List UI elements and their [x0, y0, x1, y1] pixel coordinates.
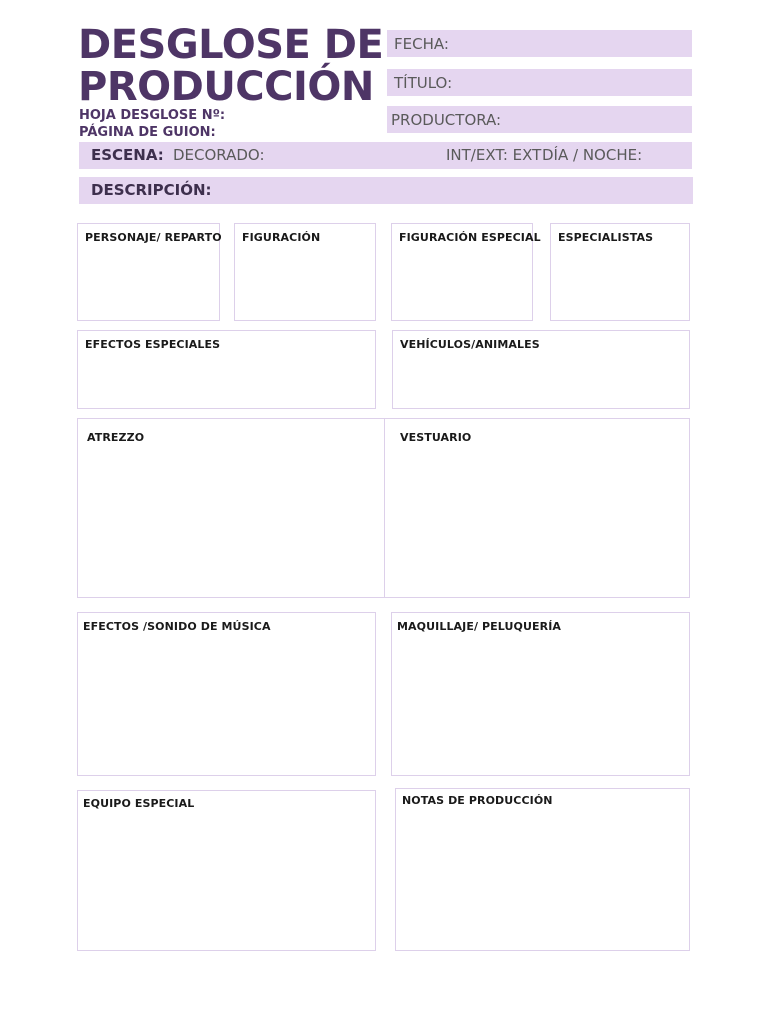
- atrezzo-label: ATREZZO: [87, 431, 145, 444]
- especialistas-box[interactable]: [550, 223, 690, 321]
- page-title: [78, 24, 388, 108]
- vehiculos-animales-label: VEHÍCULOS/ANIMALES: [400, 338, 540, 351]
- equipo-especial-label: EQUIPO ESPECIAL: [83, 797, 195, 810]
- productora-field[interactable]: [387, 106, 692, 133]
- figuracion-label: FIGURACIÓN: [242, 231, 321, 244]
- hoja-desglose-label: HOJA DESGLOSE Nº:: [79, 108, 226, 123]
- descripcion-field[interactable]: [79, 177, 693, 204]
- pagina-guion-label: PÁGINA DE GUION:: [79, 125, 216, 140]
- maquillaje-peluqueria-box[interactable]: [391, 612, 690, 776]
- atrezzo-box[interactable]: [77, 418, 385, 598]
- titulo-field[interactable]: [387, 69, 692, 96]
- vehiculos-animales-box[interactable]: [392, 330, 690, 409]
- especialistas-label: ESPECIALISTAS: [558, 231, 654, 244]
- int-ext-label[interactable]: INT/EXT: EXT: [446, 146, 542, 164]
- efectos-sonido-musica-label: EFECTOS /SONIDO DE MÚSICA: [83, 620, 271, 633]
- escena-label: ESCENA:: [91, 146, 164, 164]
- efectos-especiales-box[interactable]: [77, 330, 376, 409]
- fecha-label: FECHA:: [394, 34, 449, 53]
- notas-produccion-label: NOTAS DE PRODUCCIÓN: [402, 794, 553, 807]
- figuracion-box[interactable]: [234, 223, 376, 321]
- personaje-reparto-box[interactable]: [77, 223, 220, 321]
- productora-label: PRODUCTORA:: [391, 110, 502, 129]
- vestuario-label: VESTUARIO: [400, 431, 472, 444]
- titulo-label: TÍTULO:: [394, 73, 453, 92]
- efectos-sonido-musica-box[interactable]: [77, 612, 376, 776]
- equipo-especial-box[interactable]: [77, 790, 376, 951]
- figuracion-especial-box[interactable]: [391, 223, 541, 321]
- descripcion-label: DESCRIPCIÓN:: [91, 181, 212, 199]
- fecha-field[interactable]: [387, 30, 692, 57]
- figuracion-especial-label: FIGURACIÓN ESPECIAL: [399, 231, 541, 244]
- title-line-1: DESGLOSE DE: [78, 22, 384, 68]
- efectos-especiales-label: EFECTOS ESPECIALES: [85, 338, 221, 351]
- notas-produccion-box[interactable]: [395, 788, 690, 951]
- maquillaje-peluqueria-label: MAQUILLAJE/ PELUQUERÍA: [397, 620, 562, 633]
- vestuario-box[interactable]: [384, 418, 690, 598]
- decorado-label[interactable]: DECORADO:: [173, 146, 265, 164]
- personaje-reparto-label: PERSONAJE/ REPARTO: [85, 231, 222, 244]
- escena-row: [79, 142, 692, 169]
- title-line-2: PRODUCCIÓN: [78, 64, 374, 110]
- dia-noche-label[interactable]: DÍA / NOCHE:: [542, 146, 643, 164]
